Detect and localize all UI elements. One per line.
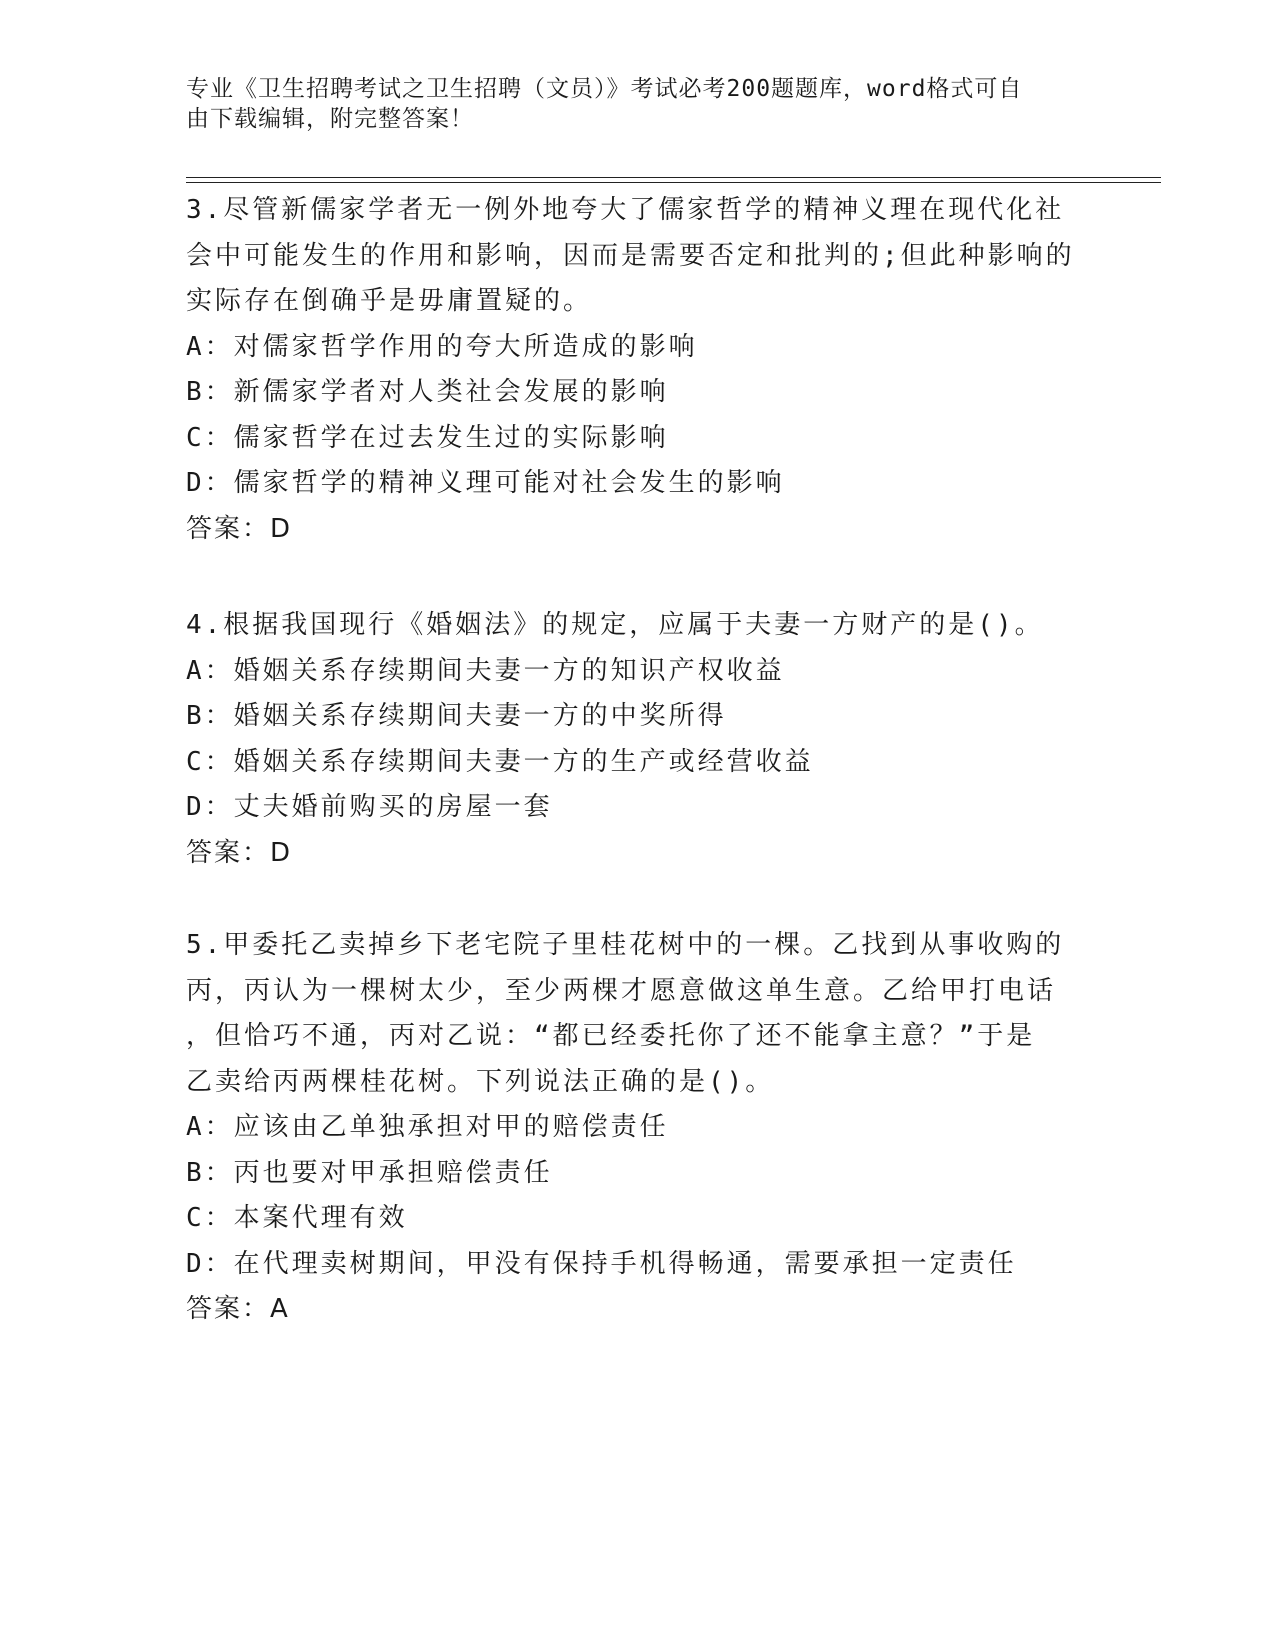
question-stem-line: ，但恰巧不通，丙对乙说：“都已经委托你了还不能拿主意？”于是: [186, 1021, 1036, 1051]
question-stem-line: 乙卖给丙两棵桂花树。下列说法正确的是()。: [186, 1066, 775, 1097]
question-stem-line: 5.甲委托乙卖掉乡下老宅院子里桂花树中的一棵。乙找到从事收购的: [186, 930, 1065, 960]
option-b: B：婚姻关系存续期间夫妻一方的中奖所得: [186, 701, 727, 731]
question-block: [186, 603, 1086, 876]
option-d: D：在代理卖树期间，甲没有保持手机得畅通，需要承担一定责任: [186, 1248, 1017, 1279]
option-c: C：婚姻关系存续期间夫妻一方的生产或经营收益: [186, 746, 814, 777]
option-b: B：新儒家学者对人类社会发展的影响: [186, 377, 669, 407]
question-stem-line: 4.根据我国现行《婚姻法》的规定，应属于夫妻一方财产的是()。: [186, 610, 1044, 640]
option-a: A：对儒家哲学作用的夸大所造成的影响: [186, 331, 698, 362]
option-a: A：婚姻关系存续期间夫妻一方的知识产权收益: [186, 655, 785, 686]
question-stem-line: 丙，丙认为一棵树太少，至少两棵才愿意做这单生意。乙给甲打电话: [186, 975, 1057, 1006]
question-stem-line: 会中可能发生的作用和影响，因而是需要否定和批判的;但此种影响的: [186, 240, 1075, 271]
header-line: 专业《卫生招聘考试之卫生招聘（文员）》考试必考200题题库，word格式可自: [186, 76, 1023, 102]
option-c: C：儒家哲学在过去发生过的实际影响: [186, 422, 669, 453]
header-divider-bottom: [186, 182, 1161, 183]
question-stem-line: 实际存在倒确乎是毋庸置疑的。: [186, 286, 593, 316]
option-b: B：丙也要对甲承担赔偿责任: [186, 1157, 553, 1188]
question-block: [186, 188, 1086, 552]
option-c: C：本案代理有效: [186, 1203, 408, 1233]
option-d: D：丈夫婚前购买的房屋一套: [186, 792, 553, 822]
answer-line: 答案：A: [186, 1294, 290, 1324]
question-block: [186, 923, 1086, 1333]
document-header: [186, 74, 1066, 134]
option-a: A：应该由乙单独承担对甲的赔偿责任: [186, 1112, 669, 1142]
answer-line: 答案：D: [186, 837, 293, 868]
header-line: 由下载编辑，附完整答案！: [186, 106, 474, 132]
option-d: D：儒家哲学的精神义理可能对社会发生的影响: [186, 468, 785, 498]
question-stem-line: 3.尽管新儒家学者无一例外地夸大了儒家哲学的精神义理在现代化社: [186, 195, 1065, 225]
answer-line: 答案：D: [186, 513, 293, 544]
header-divider-top: [186, 177, 1161, 178]
